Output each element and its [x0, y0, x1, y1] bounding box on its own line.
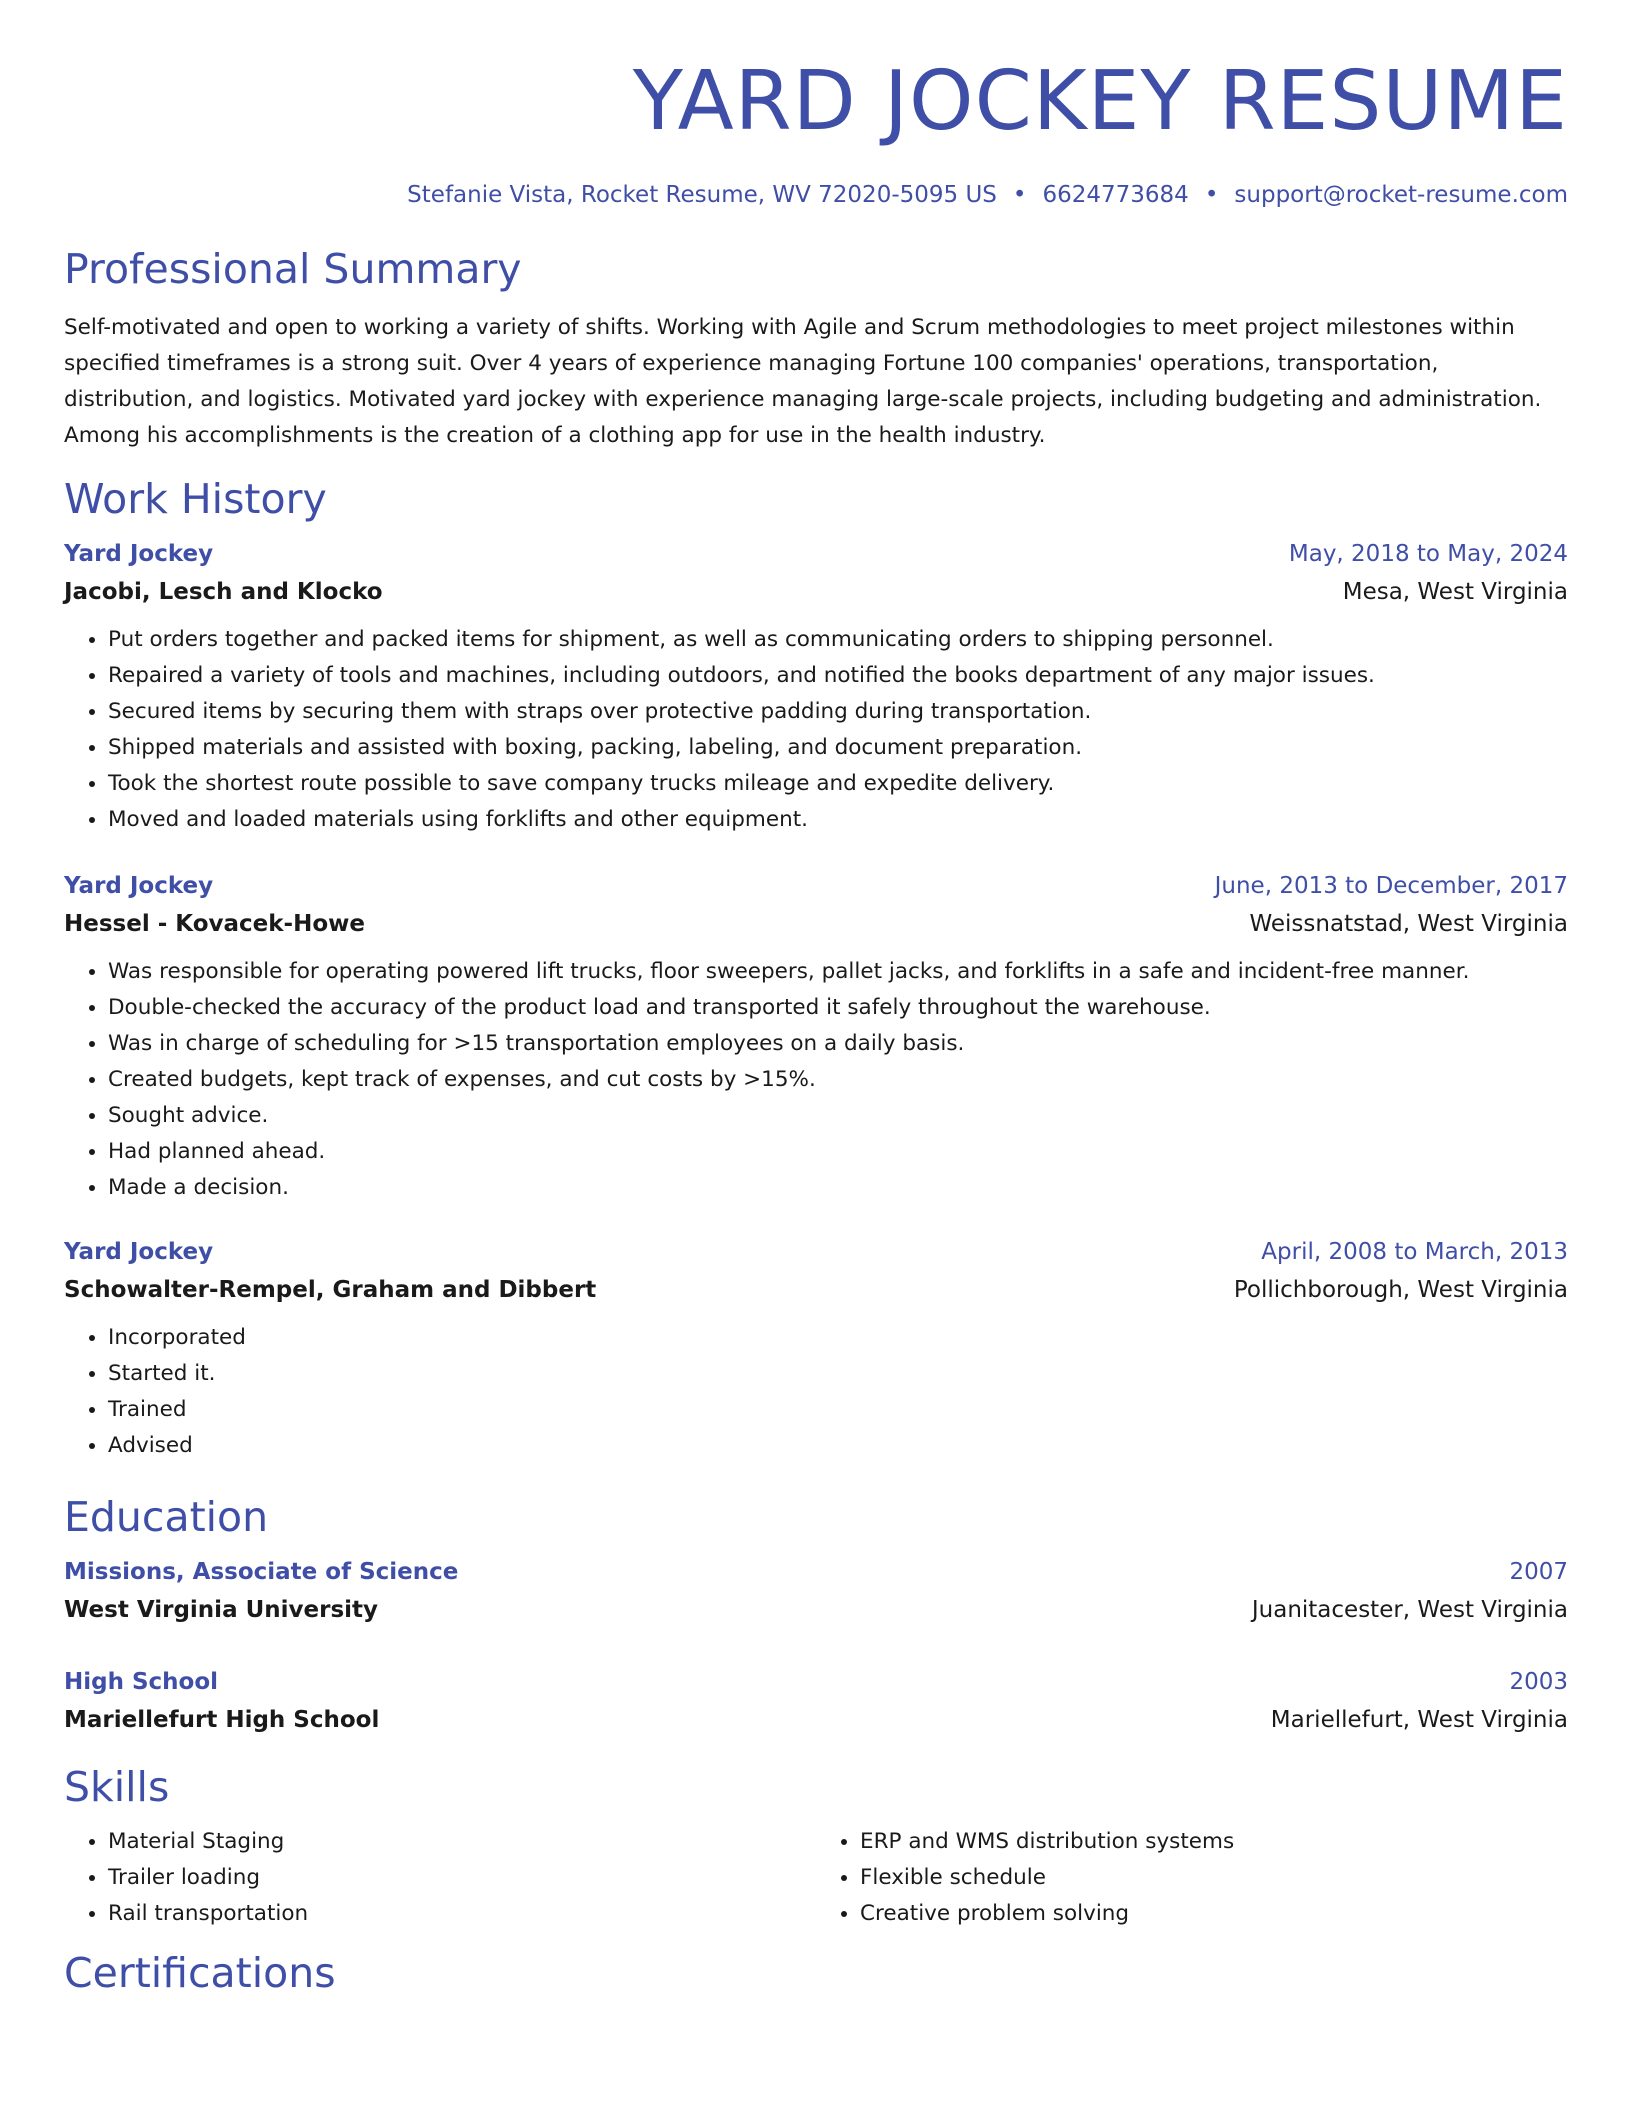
job-bullet: • Shipped materials and assisted with boxing, packing, labeling, and document preparation. — [108, 730, 1568, 766]
education-year: 2003 — [1509, 1669, 1568, 1695]
job-location: Mesa, West Virginia — [1342, 579, 1568, 605]
job-bullet: • Advised — [108, 1428, 1568, 1464]
job-bullet: • Trained — [108, 1392, 1568, 1428]
certifications-heading: Certifications — [64, 1949, 336, 1997]
education-degree: High School — [64, 1669, 219, 1695]
summary-text: Self-motivated and open to working a variety of shifts. Working with Agile and Scrum methodologies to meet project milestones within specified timeframes is a strong suit. Over 4 years of experience managing Fortune 100 companies' operations, transportation, distribution, and logistics. Motivated yard jockey with experience managing large-scale projects, including budgeting and administration. Among his accomplishments is the creation of a clothing app for use in the health industry. — [64, 315, 1542, 448]
job-title: Yard Jockey — [64, 541, 214, 567]
skill-item: • ERP and WMS distribution systems — [860, 1824, 1568, 1860]
job-bullet: • Put orders together and packed items for shipment, as well as communicating orders to shipping personnel. — [108, 622, 1568, 658]
job-bullet: • Started it. — [108, 1356, 1568, 1392]
job-dates: June, 2013 to December, 2017 — [1214, 873, 1568, 899]
work-history-heading: Work History — [64, 475, 327, 523]
skill-item: • Flexible schedule — [860, 1860, 1568, 1896]
job-dates: May, 2018 to May, 2024 — [1288, 541, 1568, 567]
education-heading: Education — [64, 1493, 269, 1541]
education-school: Mariellefurt High School — [64, 1707, 380, 1733]
job-company: Hessel - Kovacek-Howe — [64, 911, 365, 937]
job-bullets — [64, 954, 1568, 1206]
job-bullet: • Was responsible for operating powered lift trucks, floor sweepers, pallet jacks, and forklifts in a safe and incident-free manner. — [108, 954, 1568, 990]
education-entry — [64, 1664, 1568, 1740]
job-entry — [64, 536, 1568, 838]
skill-item: • Creative problem solving — [860, 1896, 1568, 1932]
skill-item: • Trailer loading — [108, 1860, 816, 1896]
job-bullets — [64, 622, 1568, 838]
contact-line — [64, 180, 1568, 210]
job-company: Schowalter-Rempel, Graham and Dibbert — [64, 1277, 597, 1303]
skills-column-right — [816, 1824, 1568, 1932]
job-bullet: • Repaired a variety of tools and machines, including outdoors, and notified the books department of any major issues. — [108, 658, 1568, 694]
job-bullet: • Had planned ahead. — [108, 1134, 1568, 1170]
job-location: Weissnatstad, West Virginia — [1249, 911, 1568, 937]
summary-heading: Professional Summary — [64, 245, 522, 293]
job-entry — [64, 868, 1568, 1206]
contact-separator: • — [1012, 182, 1027, 208]
job-bullets — [64, 1320, 1568, 1464]
job-title: Yard Jockey — [64, 1239, 214, 1265]
job-bullet: • Double-checked the accuracy of the product load and transported it safely throughout the warehouse. — [108, 990, 1568, 1026]
job-company: Jacobi, Lesch and Klocko — [64, 579, 383, 605]
skills-heading: Skills — [64, 1763, 170, 1811]
job-bullet: • Took the shortest route possible to save company trucks mileage and expedite delivery. — [108, 766, 1568, 802]
contact-address: Stefanie Vista, Rocket Resume, WV 72020-5095 US — [407, 182, 997, 208]
skill-item: • Material Staging — [108, 1824, 816, 1860]
job-bullet: • Made a decision. — [108, 1170, 1568, 1206]
education-degree: Missions, Associate of Science — [64, 1559, 459, 1585]
job-bullet: • Incorporated — [108, 1320, 1568, 1356]
skill-item: • Rail transportation — [108, 1896, 816, 1932]
resume-title: YARD JOCKEY RESUME — [632, 54, 1568, 149]
education-school: West Virginia University — [64, 1597, 379, 1623]
contact-separator: • — [1204, 182, 1219, 208]
job-bullet: • Was in charge of scheduling for >15 transportation employees on a daily basis. — [108, 1026, 1568, 1062]
skills-list — [64, 1814, 1568, 1932]
education-entry — [64, 1554, 1568, 1630]
education-year: 2007 — [1509, 1559, 1568, 1585]
contact-email: support@rocket-resume.com — [1234, 182, 1568, 208]
job-dates: April, 2008 to March, 2013 — [1261, 1239, 1568, 1265]
job-entry — [64, 1234, 1568, 1464]
job-bullet: • Moved and loaded materials using forklifts and other equipment. — [108, 802, 1568, 838]
contact-phone: 6624773684 — [1042, 182, 1189, 208]
job-title: Yard Jockey — [64, 873, 214, 899]
skills-column-left — [64, 1824, 816, 1932]
job-bullet: • Created budgets, kept track of expenses, and cut costs by >15%. — [108, 1062, 1568, 1098]
job-bullet: • Sought advice. — [108, 1098, 1568, 1134]
job-location: Pollichborough, West Virginia — [1233, 1277, 1568, 1303]
education-location: Mariellefurt, West Virginia — [1270, 1707, 1568, 1733]
job-bullet: • Secured items by securing them with straps over protective padding during transportation. — [108, 694, 1568, 730]
education-location: Juanitacester, West Virginia — [1251, 1597, 1568, 1623]
